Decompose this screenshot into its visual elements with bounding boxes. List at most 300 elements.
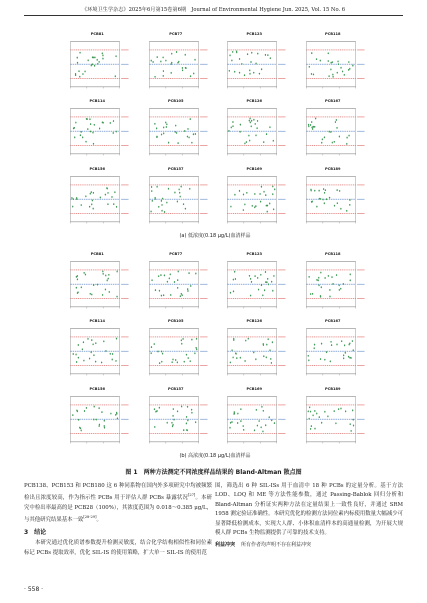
data-point xyxy=(327,60,328,62)
data-point xyxy=(162,75,163,77)
data-point xyxy=(95,361,96,363)
data-point xyxy=(230,421,231,423)
data-point xyxy=(244,203,245,205)
bland-altman-plot xyxy=(60,387,135,450)
data-point xyxy=(244,74,245,76)
data-point xyxy=(92,63,93,65)
data-point xyxy=(150,186,151,188)
data-point xyxy=(319,296,320,298)
data-point xyxy=(154,123,155,125)
data-point xyxy=(177,279,178,281)
plot-title: PCB126 xyxy=(246,319,262,324)
data-point xyxy=(81,429,82,431)
data-point xyxy=(254,193,255,195)
data-point xyxy=(191,411,192,413)
data-point xyxy=(320,343,321,345)
data-point xyxy=(187,288,188,290)
data-point xyxy=(235,353,236,355)
data-point xyxy=(154,426,155,428)
data-point xyxy=(324,277,325,279)
data-point xyxy=(236,50,237,52)
plot-title: PCB126 xyxy=(246,99,262,104)
data-point xyxy=(333,141,334,143)
data-point xyxy=(234,271,235,273)
data-point xyxy=(260,426,261,428)
data-point xyxy=(265,281,266,283)
data-point xyxy=(77,57,78,59)
data-point xyxy=(87,128,88,130)
data-point xyxy=(272,185,273,187)
data-point xyxy=(272,342,273,344)
data-point xyxy=(325,198,326,200)
data-point xyxy=(310,73,311,75)
data-point xyxy=(73,353,74,355)
bland-altman-plot xyxy=(60,99,135,162)
data-point xyxy=(92,132,93,134)
data-point xyxy=(93,284,94,286)
data-point xyxy=(98,61,99,63)
data-point xyxy=(90,123,91,125)
data-point xyxy=(311,52,312,54)
plot-canvas xyxy=(60,387,135,450)
paragraph: PCB138、PCB153 和 PCB180 这 6 种同系物在国内外多项研究中均被频繁检出且浓度较高，作为指示性 PCBs 用于评估人群 PCBs 暴露状况[27]。本研究中检出率最高的是 PCB28（100%），其浓度范围为 0.018～0.385 μg/L，与其他研究结果基本一致[28-29]。 xyxy=(24,483,212,523)
data-point xyxy=(175,359,176,361)
data-point xyxy=(267,278,268,280)
data-point xyxy=(254,206,255,208)
plot-title: PCB123 xyxy=(246,252,262,256)
data-point xyxy=(317,279,318,281)
plot-title: PCB81 xyxy=(90,32,104,36)
data-point xyxy=(177,287,178,289)
data-point xyxy=(176,200,177,202)
data-point xyxy=(322,198,323,200)
data-point xyxy=(193,72,194,74)
plot-canvas xyxy=(139,167,214,230)
plot-title: PCB123 xyxy=(246,32,262,36)
plot-canvas xyxy=(296,167,371,230)
data-point xyxy=(324,359,325,361)
bland-altman-plot xyxy=(60,167,135,230)
data-point xyxy=(84,70,85,72)
data-point xyxy=(332,76,333,78)
data-point xyxy=(155,128,156,130)
data-point xyxy=(331,276,332,278)
data-point xyxy=(158,290,159,292)
bland-altman-plot xyxy=(296,319,371,382)
data-point xyxy=(77,291,78,293)
data-point xyxy=(116,206,117,208)
data-point xyxy=(113,120,114,122)
data-point xyxy=(184,54,185,56)
data-point xyxy=(166,124,167,126)
data-point xyxy=(111,196,112,198)
data-point xyxy=(180,340,181,342)
data-point xyxy=(94,405,95,407)
plot-canvas xyxy=(139,99,214,162)
data-point xyxy=(251,52,252,54)
data-point xyxy=(171,362,172,364)
data-point xyxy=(110,412,111,414)
data-point xyxy=(180,185,181,187)
data-point xyxy=(243,193,244,195)
data-point xyxy=(83,342,84,344)
left-column xyxy=(24,482,212,558)
data-point xyxy=(272,193,273,195)
data-point xyxy=(90,131,91,133)
data-point xyxy=(102,270,103,272)
data-point xyxy=(78,344,79,346)
data-point xyxy=(252,205,253,207)
panel-caption: (b) 高浓度(0.18 μg/L)血清样品 xyxy=(179,453,251,459)
plot-title: PCB156 xyxy=(89,386,105,391)
data-point xyxy=(262,294,263,296)
data-point xyxy=(229,426,230,428)
data-point xyxy=(156,410,157,412)
data-point xyxy=(269,127,270,129)
data-point xyxy=(102,294,103,296)
data-point xyxy=(161,353,162,355)
data-point xyxy=(185,416,186,418)
data-point xyxy=(94,56,95,58)
data-point xyxy=(239,131,240,133)
plot-title: PCB157 xyxy=(167,386,184,391)
data-point xyxy=(228,130,229,132)
data-point xyxy=(344,352,345,354)
data-point xyxy=(156,185,157,187)
plot-title: PCB105 xyxy=(167,319,184,324)
data-point xyxy=(181,67,182,69)
data-point xyxy=(77,62,78,64)
data-point xyxy=(308,126,309,128)
data-point xyxy=(351,409,352,411)
plot-canvas xyxy=(217,32,292,95)
data-point xyxy=(175,51,176,53)
data-point xyxy=(74,137,75,139)
data-point xyxy=(97,63,98,65)
data-point xyxy=(273,275,274,277)
data-point xyxy=(170,294,171,296)
data-point xyxy=(318,189,319,191)
figure-panel-a xyxy=(60,32,370,248)
data-point xyxy=(246,141,247,143)
data-point xyxy=(162,294,163,296)
data-point xyxy=(323,137,324,139)
data-point xyxy=(234,193,235,195)
data-point xyxy=(261,284,262,286)
data-point xyxy=(320,286,321,288)
plot-canvas xyxy=(217,99,292,162)
scatter-grid xyxy=(60,252,370,450)
data-point xyxy=(349,273,350,275)
data-point xyxy=(169,273,170,275)
data-point xyxy=(350,430,351,432)
data-point xyxy=(329,361,330,363)
data-point xyxy=(171,421,172,423)
data-point xyxy=(85,141,86,143)
bland-altman-plot xyxy=(217,319,292,382)
data-point xyxy=(232,357,233,359)
plot-canvas xyxy=(217,252,292,315)
data-point xyxy=(267,339,268,341)
data-point xyxy=(180,293,181,295)
data-point xyxy=(347,356,348,358)
data-point xyxy=(101,362,102,364)
data-point xyxy=(348,344,349,346)
data-point xyxy=(187,357,188,359)
data-point xyxy=(93,56,94,58)
data-point xyxy=(336,189,337,191)
data-point xyxy=(248,338,249,340)
data-point xyxy=(107,192,108,194)
data-point xyxy=(230,205,231,207)
data-point xyxy=(107,203,108,205)
data-point xyxy=(266,134,267,136)
data-point xyxy=(108,278,109,280)
data-point xyxy=(251,120,252,122)
data-point xyxy=(153,408,154,410)
data-point xyxy=(86,407,87,409)
plot-canvas xyxy=(217,387,292,450)
data-point xyxy=(89,358,90,360)
data-point xyxy=(261,185,262,187)
data-point xyxy=(93,192,94,194)
data-point xyxy=(150,60,151,62)
data-point xyxy=(235,278,236,280)
data-point xyxy=(309,124,310,126)
data-point xyxy=(335,422,336,424)
data-point xyxy=(231,127,232,129)
data-point xyxy=(166,201,167,203)
data-point xyxy=(93,143,94,145)
data-point xyxy=(309,428,310,430)
data-point xyxy=(250,122,251,124)
data-point xyxy=(175,125,176,127)
data-point xyxy=(308,276,309,278)
plot-title: PCB189 xyxy=(324,166,341,171)
data-point xyxy=(109,291,110,293)
data-point xyxy=(236,357,237,359)
data-point xyxy=(251,281,252,283)
data-point xyxy=(71,197,72,199)
data-point xyxy=(94,65,95,67)
data-point xyxy=(260,274,261,276)
data-point xyxy=(267,210,268,212)
data-point xyxy=(328,131,329,133)
data-point xyxy=(336,344,337,346)
citation[interactable]: [28-29] xyxy=(83,515,97,520)
data-point xyxy=(327,275,328,277)
data-point xyxy=(80,427,81,429)
data-point xyxy=(249,275,250,277)
data-point xyxy=(181,294,182,296)
data-point xyxy=(166,421,167,423)
data-point xyxy=(229,70,230,72)
data-point xyxy=(80,131,81,133)
data-point xyxy=(229,54,230,56)
data-point xyxy=(266,204,267,206)
data-point xyxy=(349,199,350,201)
data-point xyxy=(340,407,341,409)
data-point xyxy=(90,293,91,295)
data-point xyxy=(72,414,73,416)
data-point xyxy=(255,123,256,125)
data-point xyxy=(180,405,181,407)
data-point xyxy=(187,290,188,292)
data-point xyxy=(186,429,187,431)
data-point xyxy=(258,420,259,422)
data-point xyxy=(191,142,192,144)
data-point xyxy=(186,405,187,407)
data-point xyxy=(196,349,197,351)
data-point xyxy=(269,202,270,204)
plot-title: PCB77 xyxy=(169,32,183,36)
data-point xyxy=(166,281,167,283)
plot-title: PCB167 xyxy=(324,99,341,104)
citation[interactable]: [27] xyxy=(187,493,196,498)
data-point xyxy=(188,272,189,274)
data-point xyxy=(338,284,339,286)
data-point xyxy=(335,274,336,276)
data-point xyxy=(115,55,116,57)
data-point xyxy=(230,362,231,364)
data-point xyxy=(319,60,320,62)
plot-title: PCB105 xyxy=(167,99,184,104)
data-point xyxy=(318,416,319,418)
data-point xyxy=(254,275,255,277)
data-point xyxy=(110,353,111,355)
data-point xyxy=(340,207,341,209)
data-point xyxy=(97,59,98,61)
data-point xyxy=(310,425,311,427)
data-point xyxy=(331,142,332,144)
data-point xyxy=(91,294,92,296)
data-point xyxy=(81,286,82,288)
data-point xyxy=(78,418,79,420)
data-point xyxy=(239,72,240,74)
data-point xyxy=(314,189,315,191)
data-point xyxy=(348,69,349,71)
data-point xyxy=(115,414,116,416)
plot-title: PCB81 xyxy=(90,252,104,256)
data-point xyxy=(168,277,169,279)
data-point xyxy=(327,52,328,54)
bland-altman-plot xyxy=(296,252,371,315)
figure-panel-b xyxy=(60,252,370,468)
data-point xyxy=(266,344,267,346)
data-point xyxy=(231,350,232,352)
data-point xyxy=(89,119,90,121)
plot-canvas xyxy=(139,32,214,95)
data-point xyxy=(76,197,77,199)
bland-altman-plot xyxy=(217,167,292,230)
data-point xyxy=(266,281,267,283)
data-point xyxy=(311,293,312,295)
data-point xyxy=(274,188,275,190)
plot-canvas xyxy=(60,319,135,382)
plot-title: PCB118 xyxy=(324,252,341,256)
data-point xyxy=(172,415,173,417)
data-point xyxy=(158,205,159,207)
data-point xyxy=(73,198,74,200)
data-point xyxy=(163,133,164,135)
data-point xyxy=(320,272,321,274)
data-point xyxy=(154,289,155,291)
data-point xyxy=(233,339,234,341)
data-point xyxy=(183,361,184,363)
data-point xyxy=(105,350,106,352)
data-point xyxy=(316,205,317,207)
plot-canvas xyxy=(60,252,135,315)
data-point xyxy=(181,69,182,71)
data-point xyxy=(103,122,104,124)
data-point xyxy=(330,344,331,346)
data-point xyxy=(346,210,347,212)
bland-altman-plot xyxy=(60,252,135,315)
data-point xyxy=(312,126,313,128)
data-point xyxy=(311,128,312,130)
data-point xyxy=(185,422,186,424)
data-point xyxy=(194,421,195,423)
journal-header: 《环境卫生学杂志》2025年6月第15卷第6期 Journal of Environmental Hygiene Jun. 2025, Vol. 15 No. 6 xyxy=(24,6,403,16)
data-point xyxy=(185,354,186,356)
data-point xyxy=(194,59,195,61)
data-point xyxy=(246,191,247,193)
data-point xyxy=(79,52,80,54)
data-point xyxy=(107,279,108,281)
data-point xyxy=(233,279,234,281)
data-point xyxy=(161,361,162,363)
data-point xyxy=(240,408,241,410)
data-point xyxy=(112,353,113,355)
data-point xyxy=(352,424,353,426)
data-point xyxy=(327,415,328,417)
data-point xyxy=(156,56,157,58)
data-point xyxy=(308,66,309,68)
data-point xyxy=(350,357,351,359)
data-point xyxy=(77,275,78,277)
data-point xyxy=(249,118,250,120)
bland-altman-plot xyxy=(139,387,214,450)
data-point xyxy=(100,196,101,198)
data-point xyxy=(113,203,114,205)
data-point xyxy=(265,271,266,273)
plot-canvas xyxy=(296,99,371,162)
data-point xyxy=(257,53,258,55)
data-point xyxy=(271,281,272,283)
data-point xyxy=(325,352,326,354)
data-point xyxy=(315,58,316,60)
data-point xyxy=(102,58,103,60)
data-point xyxy=(342,358,343,360)
data-point xyxy=(83,272,84,274)
data-point xyxy=(172,359,173,361)
data-point xyxy=(171,62,172,64)
data-point xyxy=(151,190,152,192)
data-point xyxy=(81,204,82,206)
data-point xyxy=(80,135,81,137)
data-point xyxy=(316,412,317,414)
data-point xyxy=(336,127,337,129)
data-point xyxy=(338,136,339,138)
bland-altman-plot xyxy=(139,319,214,382)
data-point xyxy=(151,200,152,202)
data-point xyxy=(115,360,116,362)
data-point xyxy=(261,68,262,70)
data-point xyxy=(154,76,155,78)
data-point xyxy=(102,52,103,54)
data-point xyxy=(344,410,345,412)
data-point xyxy=(194,353,195,355)
